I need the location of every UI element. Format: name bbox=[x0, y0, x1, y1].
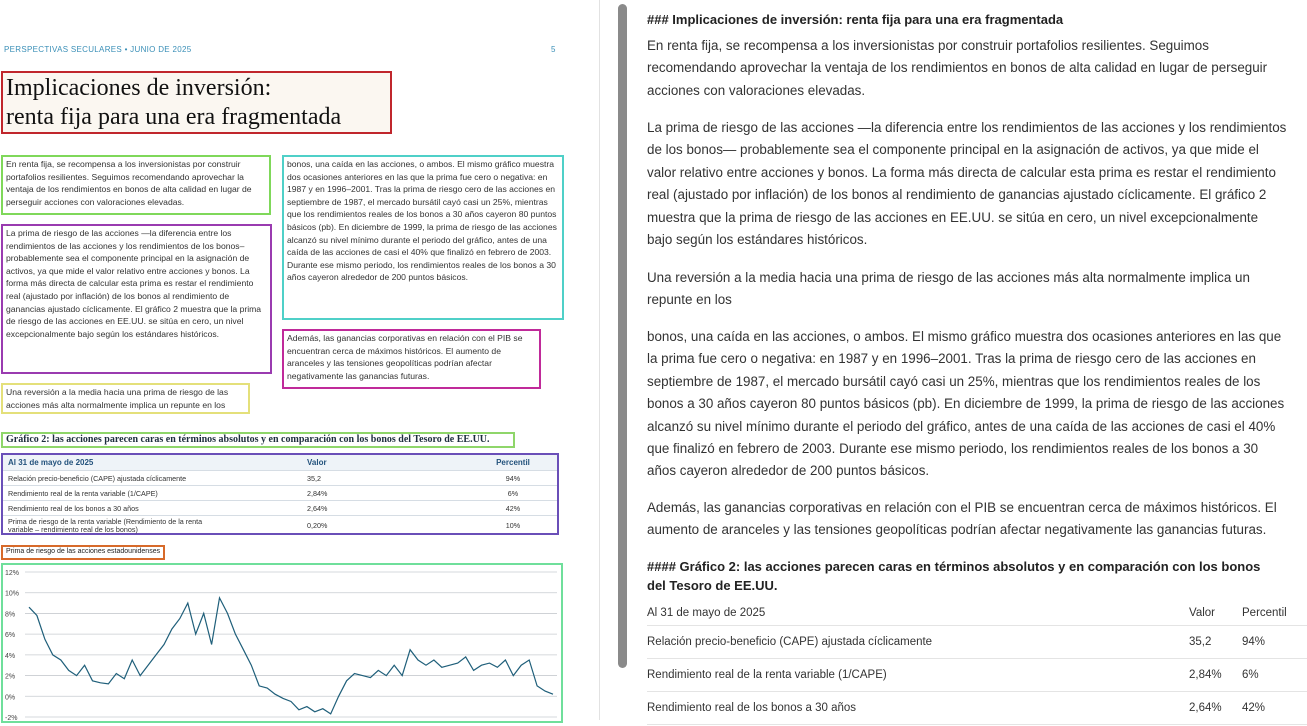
markdown-table bbox=[647, 600, 1307, 725]
table-row bbox=[3, 500, 557, 515]
page-header: PERSPECTIVAS SECULARES • JUNIO DE 2025 bbox=[4, 45, 192, 54]
table-cell: 42% bbox=[505, 503, 521, 513]
text-block-2: La prima de riesgo de las acciones —la diferencia entre los rendimientos de las acciones y los rendimientos de los bonos– probablemente sea el componente principal en la asignación de activos, ya que mide el valor relativo entre acciones y bonos. La forma más directa de calcular esta prima es restar el rendimiento real (ajustado por inflación) de los bonos al rendimiento de ganancias ajustado cíclicamente. El gráfico 2 muestra que la prima de riesgo de las acciones en EE.UU. se sitúa en cero, un nivel excepcionalmente bajo según los estándares históricos. bbox=[1, 224, 272, 374]
equity-risk-premium-chart bbox=[3, 565, 561, 721]
markdown-table-row bbox=[647, 692, 1307, 725]
chart-y-tick-label: 10% bbox=[5, 590, 20, 598]
table-cell: Rendimiento real de los bonos a 30 años bbox=[8, 503, 139, 513]
title-line-1: Implicaciones de inversión: bbox=[6, 75, 272, 101]
chart-y-tick-label: 4% bbox=[5, 652, 16, 660]
markdown-paragraph-3: Una reversión a la media hacia una prima de riesgo de las acciones más alta normalmente implica un repunte en los bbox=[647, 270, 1250, 308]
chart-y-tick-label: 8% bbox=[5, 611, 16, 619]
table-cell: 2,84% bbox=[307, 488, 328, 498]
markdown-td: 6% bbox=[1242, 668, 1259, 681]
text-block-5: Además, las ganancias corporativas en relación con el PIB se encuentran cerca de máximos históricos. El aumento de aranceles y las tensiones geopolíticas podrían afectar negativamente las ganancias futuras. bbox=[282, 329, 541, 389]
table-header bbox=[3, 455, 557, 470]
markdown-td: Rendimiento real de los bonos a 30 años bbox=[647, 701, 857, 714]
chart-grid bbox=[25, 572, 557, 717]
chart-y-tick-label: -2% bbox=[5, 715, 18, 722]
table-cell: 94% bbox=[505, 473, 521, 483]
markdown-th-value: Valor bbox=[1189, 606, 1215, 619]
page-number: 5 bbox=[551, 45, 556, 54]
markdown-td: 2,84% bbox=[1189, 668, 1222, 681]
markdown-td: 2,64% bbox=[1189, 701, 1222, 714]
chart-y-ticks bbox=[5, 570, 19, 722]
chart-y-tick-label: 12% bbox=[5, 570, 20, 577]
title-line-2: renta fija para una era fragmentada bbox=[6, 104, 342, 130]
graph-title: Gráfico 2: las acciones parecen caras en términos absolutos y en comparación con los bonos del Tesoro de EE.UU. bbox=[1, 432, 515, 448]
markdown-paragraph-1: En renta fija, se recompensa a los inversionistas por construir portafolios resilientes. Seguimos recomendando aprovechar la ventaja de los rendimientos en bonos de alta calidad en lugar de perseguir acciones con valoraciones elevadas. bbox=[647, 38, 1268, 98]
markdown-table-row bbox=[647, 626, 1307, 659]
text-block-1: En renta fija, se recompensa a los inversionistas por construir portafolios resilientes. Seguimos recomendando aprovechar la ventaja de los rendimientos en bonos de alta calidad en lugar de perseguir acciones con valoraciones elevadas. bbox=[1, 155, 271, 215]
text-block-3: Una reversión a la media hacia una prima de riesgo de las acciones más alta normalmente implica un repunte en los bbox=[1, 383, 250, 414]
markdown-h4: #### Gráfico 2: las acciones parecen caras en términos absolutos y en comparación con los bonos del Tesoro de EE.UU. bbox=[647, 559, 1261, 593]
markdown-td: 35,2 bbox=[1189, 635, 1212, 648]
table-header-date: Al 31 de mayo de 2025 bbox=[8, 458, 94, 467]
chart-frame bbox=[1, 563, 563, 723]
chart-y-tick-label: 2% bbox=[5, 673, 16, 681]
markdown-pane bbox=[647, 0, 1287, 720]
markdown-table-header bbox=[647, 600, 1307, 626]
table-cell: Relación precio-beneficio (CAPE) ajustada cíclicamente bbox=[8, 473, 187, 483]
markdown-td: 94% bbox=[1242, 635, 1266, 648]
table-cell: 0,20% bbox=[307, 520, 328, 530]
table-cell: Rendimiento real de la renta variable (1/CAPE) bbox=[8, 488, 158, 498]
page-title bbox=[1, 71, 392, 134]
markdown-td: Rendimiento real de la renta variable (1/CAPE) bbox=[647, 668, 887, 681]
markdown-h3: ### Implicaciones de inversión: renta fija para una era fragmentada bbox=[647, 12, 1064, 27]
table-header-percentile: Percentil bbox=[496, 458, 530, 467]
valuation-table bbox=[1, 453, 559, 535]
markdown-th-date: Al 31 de mayo de 2025 bbox=[647, 606, 766, 619]
markdown-paragraph-5: Además, las ganancias corporativas en relación con el PIB se encuentran cerca de máximos históricos. El aumento de aranceles y las tensiones geopolíticas podrían afectar negativamente las ganancias futuras. bbox=[647, 500, 1277, 538]
table-row bbox=[3, 515, 557, 535]
table-row bbox=[3, 470, 557, 485]
markdown-td: 42% bbox=[1242, 701, 1266, 714]
table-row bbox=[3, 485, 557, 500]
table-cell: 10% bbox=[505, 520, 521, 530]
scrollbar-thumb[interactable] bbox=[618, 4, 627, 668]
table-header-value: Valor bbox=[307, 458, 327, 467]
table-cell: 2,64% bbox=[307, 503, 328, 513]
markdown-td: Relación precio-beneficio (CAPE) ajustada cíclicamente bbox=[647, 635, 933, 648]
chart-label: Prima de riesgo de las acciones estadounidenses bbox=[1, 545, 165, 560]
chart-y-tick-label: 6% bbox=[5, 632, 16, 640]
text-block-4: bonos, una caída en las acciones, o ambos. El mismo gráfico muestra dos ocasiones anteriores en las que la prima fue cero o negativa: en 1987 y en 1996–2001. Tras la prima de riesgo cero de las acciones en septiembre de 1987, el mercado bursátil cayó casi un 25%, mientras que los rendimientos reales de los bonos a 30 años cayeron 80 puntos básicos (pb). En diciembre de 1999, la prima de riesgo de las acciones alcanzó su nivel mínimo durante el periodo del gráfico, antes de una caída de las acciones de casi el 40% que finalizó en febrero de 2003. Durante ese mismo periodo, los rendimientos reales de los bonos a 30 años cayeron alrededor de 200 puntos básicos. bbox=[282, 155, 564, 320]
markdown-th-percentile: Percentil bbox=[1242, 606, 1287, 619]
chart-y-tick-label: 0% bbox=[5, 694, 16, 702]
markdown-table-row bbox=[647, 659, 1307, 692]
markdown-paragraph-4: bonos, una caída en las acciones, o ambos. El mismo gráfico muestra dos ocasiones anteriores en las que la prima fue cero o negativa: en 1987 y en 1996–2001. Tras la prima de riesgo cero de las acciones en septiembre de 1987, el mercado bursátil cayó casi un 25%, mientras que los rendimientos reales de los bonos a 30 años cayeron 80 puntos básicos (pb). En diciembre de 1999, la prima de riesgo de las acciones alcanzó su nivel mínimo durante el periodo del gráfico, antes de una caída de las acciones de casi el 40% que finalizó en febrero de 2003. Durante ese mismo periodo, los rendimientos reales de los bonos a 30 años cayeron alrededor de 200 puntos básicos. bbox=[647, 329, 1285, 479]
markdown-paragraph-2: La prima de riesgo de las acciones —la diferencia entre los rendimientos de las acciones y los rendimientos de los bonos— probablemente sea el componente principal en la asignación de activos, ya que mide el valor relativo entre acciones y bonos. La forma más directa de calcular esta prima es restar el rendimiento real (ajustado por inflación) de los bonos al rendimiento de ganancias ajustado cíclicamente. El gráfico 2 muestra que la prima de riesgo de las acciones en EE.UU. se sitúa en cero, un nivel excepcionalmente bajo según los estándares históricos. bbox=[647, 120, 1287, 248]
document-page-pane bbox=[0, 0, 600, 720]
table-cell: Prima de riesgo de la renta variable (Rendimiento de la renta variable – rendimiento real de los bonos) bbox=[8, 516, 203, 534]
table-cell: 6% bbox=[507, 488, 519, 498]
table-cell: 35,2 bbox=[307, 473, 321, 483]
